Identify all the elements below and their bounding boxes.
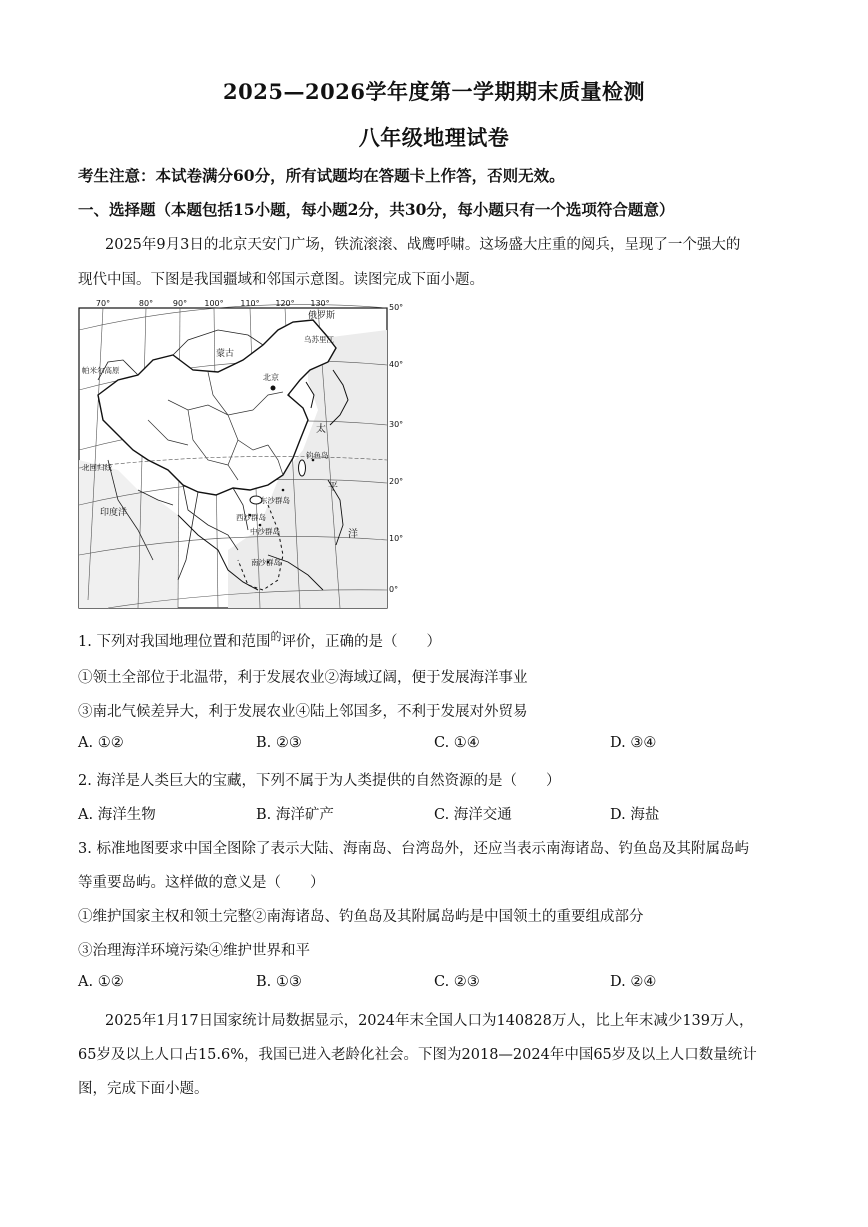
map-label-zhongsha: 中沙群岛 <box>250 527 280 536</box>
map-label-beijing: 北京 <box>263 373 279 382</box>
map-lon-label: 70° <box>95 300 111 308</box>
q2-option-c[interactable]: C. 海洋交通 <box>434 807 512 823</box>
section-heading: 一、选择题（本题包括15小题，每小题2分，共30分，每小题只有一个选项符合题意） <box>78 200 675 219</box>
intro-paragraph-2-line-3: 图，完成下面小题。 <box>78 1081 209 1097</box>
question-3-stem-line-2: 等重要岛屿。这样做的意义是（ ） <box>78 875 325 891</box>
question-1-stem-part-a: 1. 下列对我国地理位置和范围 <box>78 634 271 650</box>
map-lon-label: 90° <box>172 300 188 308</box>
q1-option-b[interactable]: B. ②③ <box>256 735 302 751</box>
map-lat-label: 40° <box>389 360 404 369</box>
exam-subtitle: 八年级地理试卷 <box>358 125 510 150</box>
map-lon-label: 120° <box>275 300 295 308</box>
q1-option-c[interactable]: C. ①④ <box>434 735 480 751</box>
q3-option-a[interactable]: A. ①② <box>78 974 124 990</box>
map-label-pacific-3: 洋 <box>348 529 358 540</box>
q3-option-c[interactable]: C. ②③ <box>434 974 480 990</box>
intro-paragraph-1-line-1: 2025年9月3日的北京天安门广场，铁流滚滚、战鹰呼啸。这场盛大庄重的阅兵，呈现了一个强大的 <box>105 237 741 253</box>
question-1-statements-2: ③南北气候差异大，利于发展农业④陆上邻国多，不利于发展对外贸易 <box>78 704 528 720</box>
question-3-stem-line-1: 3. 标准地图要求中国全图除了表示大陆、海南岛、台湾岛外，还应当表示南海诸岛、钓鱼岛及其附属岛屿 <box>78 841 749 857</box>
question-1-stem <box>78 628 441 651</box>
map-label-diaoyu: 钓鱼岛 <box>306 451 329 460</box>
map-label-mongolia: 蒙古 <box>216 349 235 359</box>
q2-option-a[interactable]: A. 海洋生物 <box>78 807 156 823</box>
map-lat-label: 50° <box>389 303 404 312</box>
map-label-pacific-1: 太 <box>316 424 326 435</box>
intro-paragraph-2-line-2: 65岁及以上人口占15.6%，我国已进入老龄化社会。下图为2018—2024年中国65岁及以上人口数量统计 <box>78 1047 757 1063</box>
intro-paragraph-1-line-2: 现代中国。下图是我国疆域和邻国示意图。读图完成下面小题。 <box>78 272 484 288</box>
map-label-xisha: 西沙群岛 <box>236 513 266 522</box>
map-label-nansha: 南沙群岛 <box>251 558 281 567</box>
map-label-dongsha: 东沙群岛 <box>260 496 290 505</box>
map-label-russia: 俄罗斯 <box>308 311 336 321</box>
q3-option-b[interactable]: B. ①③ <box>256 974 302 990</box>
intro-paragraph-2-line-1: 2025年1月17日国家统计局数据显示，2024年末全国人口为140828万人，比上年末减少139万人， <box>105 1013 754 1029</box>
question-1-statements-1: ①领土全部位于北温带，利于发展农业②海域辽阔，便于发展海洋事业 <box>78 670 528 686</box>
map-lon-label: 130° <box>310 300 330 308</box>
map-lat-label: 20° <box>389 477 404 486</box>
map-label-wusuli: 乌苏里江 <box>304 335 334 344</box>
exam-title: 2025—2026学年度第一学期期末质量检测 <box>223 79 645 104</box>
q1-option-a[interactable]: A. ①② <box>78 735 124 751</box>
map-lat-label: 0° <box>389 585 399 594</box>
map-label-tropic: 北回归线 <box>82 463 112 472</box>
china-territory-map <box>78 300 408 610</box>
map-lat-label: 30° <box>389 420 404 429</box>
map-label-pamir: 帕米尔高原 <box>82 366 120 375</box>
question-3-statements-2: ③治理海洋环境污染④维护世界和平 <box>78 943 310 959</box>
map-label-pacific-2: 平 <box>328 482 338 493</box>
q2-option-b[interactable]: B. 海洋矿产 <box>256 807 334 823</box>
question-2-stem: 2. 海洋是人类巨大的宝藏，下列不属于为人类提供的自然资源的是（ ） <box>78 773 561 789</box>
question-1-stem-part-b: 评价，正确的是（ ） <box>281 634 441 650</box>
candidate-notice: 考生注意：本试卷满分60分，所有试题均在答题卡上作答，否则无效。 <box>78 166 565 185</box>
map-lat-label: 10° <box>389 534 404 543</box>
q2-option-d[interactable]: D. 海盐 <box>610 807 660 823</box>
map-lon-label: 110° <box>240 300 260 308</box>
map-lon-label: 80° <box>138 300 154 308</box>
question-1-stem-superscript: 的 <box>270 630 282 643</box>
question-3-statements-1: ①维护国家主权和领土完整②南海诸岛、钓鱼岛及其附属岛屿是中国领土的重要组成部分 <box>78 909 644 925</box>
q1-option-d[interactable]: D. ③④ <box>610 735 657 751</box>
map-label-indian-ocean: 印度洋 <box>100 508 128 518</box>
q3-option-d[interactable]: D. ②④ <box>610 974 657 990</box>
beijing-marker <box>271 386 276 391</box>
map-lon-label: 100° <box>204 300 224 308</box>
